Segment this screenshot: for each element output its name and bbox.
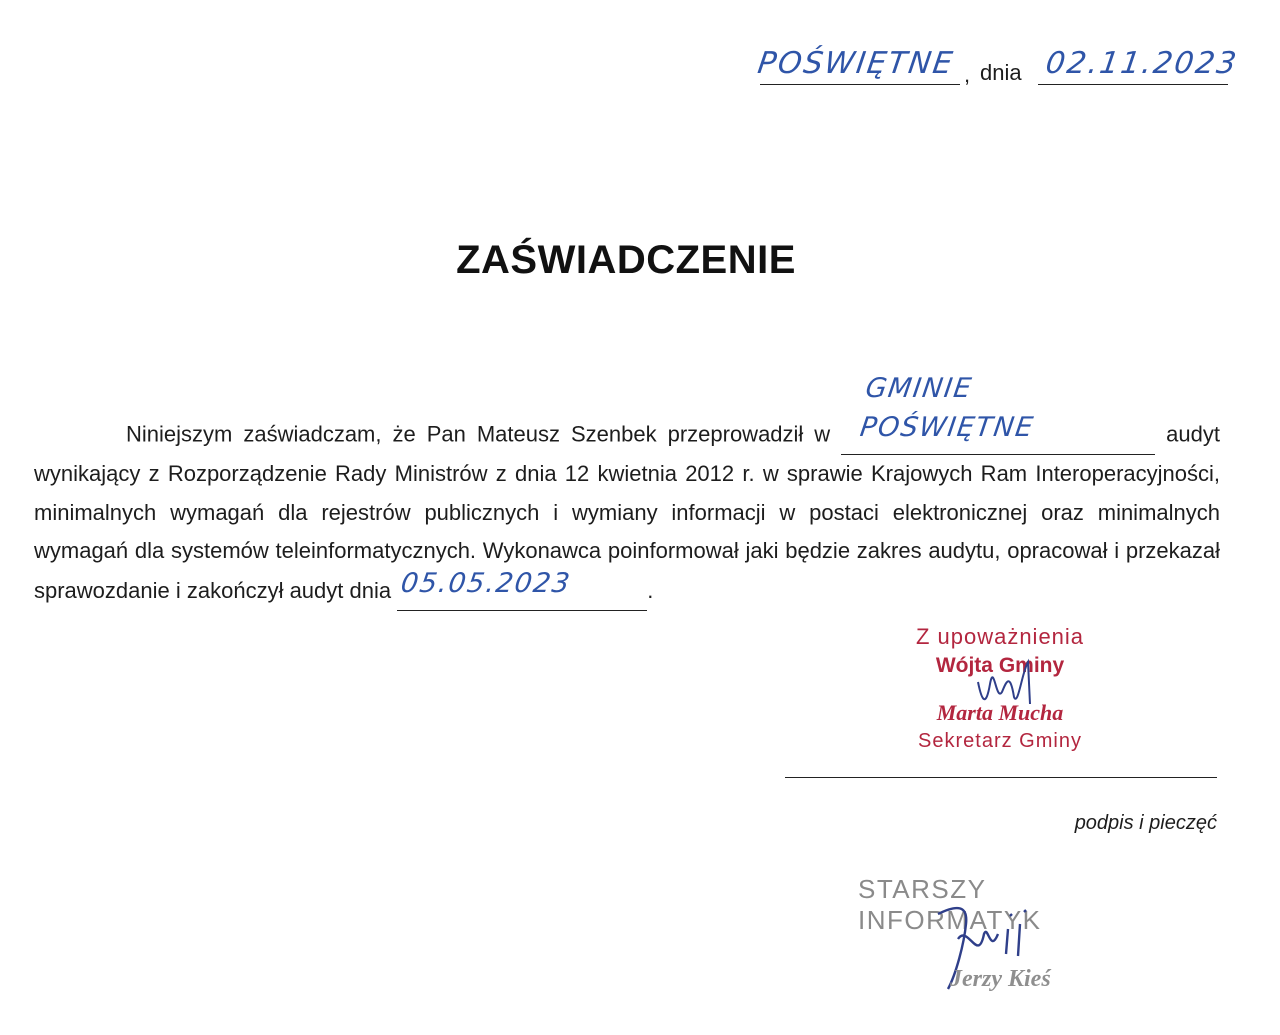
stamp-line-authorization: Z upoważnienia [915, 624, 1085, 649]
body-end: . [647, 577, 654, 603]
body-intro: Niniejszym zaświadczam, że Pan Mateusz Szenbek przeprowadził w [126, 421, 842, 447]
informatyk-stamp [858, 874, 1168, 1014]
date-underline [1038, 84, 1228, 85]
audit-date-handwritten: 05.05.2023 [399, 567, 574, 599]
body-main: audyt wynikający z Rozporządzenie Rady Ministrów z dnia 12 kwietnia 2012 r. w sprawie Krajowych Ram Interoperacyjności, minimalnych wymagań dla rejestrów publicznych i wymiany informacji w postaci elektronicznej oraz minimalnych wymagań dla systemów teleinformatycznych. Wykonawca poinformował jaki będzie zakres audytu, opracował i przekazał sprawozdanie i zakończył audyt dnia [34, 421, 1220, 603]
gmina-fill-field [841, 373, 1155, 455]
stamp-line-name: Marta Mucha [936, 700, 1064, 725]
certificate-body [34, 373, 1220, 611]
gmina-handwritten: GMINIE POŚWIĘTNE [858, 373, 1037, 443]
place-comma: , [964, 62, 971, 87]
dnia-label: dnia [980, 60, 1022, 85]
certificate-paragraph [34, 373, 1220, 611]
document-title: ZAŚWIADCZENIE [456, 238, 796, 282]
date-handwritten: 02.11.2023 [1043, 46, 1241, 81]
stamp-line-office: Wójta Gminy [935, 654, 1065, 677]
place-underline [760, 84, 960, 85]
stamp-line-position: Sekretarz Gminy [918, 730, 1082, 752]
audit-date-fill-field [397, 567, 647, 612]
place-handwritten: POŚWIĘTNE [755, 46, 957, 81]
stamp2-name: Jerzy Kieś [950, 966, 1051, 992]
place-date-header [750, 40, 1260, 100]
authorization-stamp [880, 624, 1120, 754]
stamp2-title: STARSZY INFORMATYK [858, 874, 1042, 935]
signature-line [785, 777, 1217, 778]
signature-caption: podpis i pieczęć [1074, 812, 1217, 834]
